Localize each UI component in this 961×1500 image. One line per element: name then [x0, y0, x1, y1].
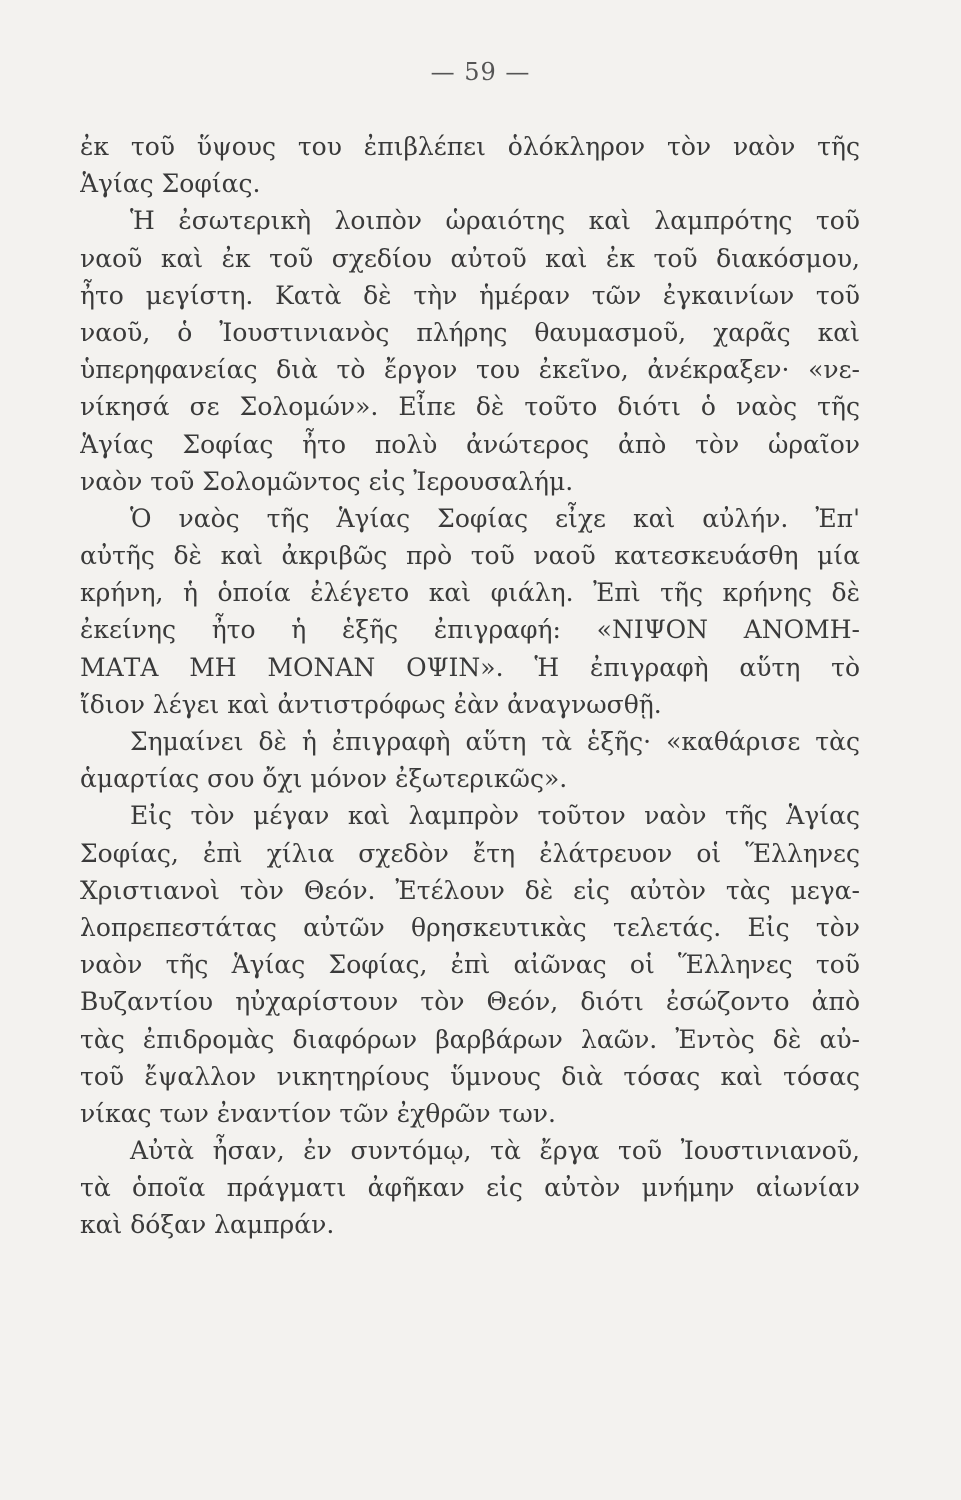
text-line: ἴδιον λέγει καὶ ἀντιστρόφως ἐὰν ἀναγνωσθῇ. [80, 689, 662, 719]
text-line: αὐτῆς δὲ καὶ ἀκριβῶς πρὸ τοῦ ναοῦ κατεσκευάσθη μία [80, 541, 860, 571]
text-line: Εἰς τὸν μέγαν καὶ λαμπρὸν τοῦτον ναὸν τῆς Ἁγίας [130, 801, 860, 831]
text-line: κρήνη, ἡ ὁποία ἐλέγετο καὶ φιάλη. Ἐπὶ τῆς κρήνης δὲ [80, 578, 860, 608]
text-line: ἐκείνης ἦτο ἡ ἑξῆς ἐπιγραφή: «ΝΙΨΟΝ ΑΝΟΜΗ- [80, 615, 860, 645]
text-line: ναοῦ καὶ ἐκ τοῦ σχεδίου αὐτοῦ καὶ ἐκ τοῦ διακόσμου, [80, 243, 860, 273]
text-line: νίκησά σε Σολομών». Εἶπε δὲ τοῦτο διότι ὁ ναὸς τῆς [80, 392, 860, 422]
text-line: ἁμαρτίας σου ὄχι μόνον ἐξωτερικῶς». [80, 764, 568, 794]
text-line: ναοῦ, ὁ Ἰουστινιανὸς πλήρης θαυμασμοῦ, χαρᾶς καὶ [80, 317, 860, 347]
text-line: τοῦ ἔψαλλον νικητηρίους ὕμνους διὰ τόσας καὶ τόσας [80, 1061, 860, 1091]
text-line: καὶ δόξαν λαμπράν. [80, 1210, 335, 1240]
text-line: ναὸν τοῦ Σολομῶντος εἰς Ἰερουσαλήμ. [80, 466, 574, 496]
text-line: Βυζαντίου ηὐχαρίστουν τὸν Θεόν, διότι ἐσώζοντο ἀπὸ [80, 987, 860, 1017]
page-number: — 59 — [430, 58, 531, 86]
text-line: Χριστιανοὶ τὸν Θεόν. Ἐτέλουν δὲ εἰς αὐτὸν τὰς μεγα- [80, 875, 860, 905]
text-line: λοπρεπεστάτας αὐτῶν θρησκευτικὰς τελετάς. Εἰς τὸν [80, 912, 860, 942]
text-line: Αὐτὰ ἦσαν, ἐν συντόμῳ, τὰ ἔργα τοῦ Ἰουστινιανοῦ, [130, 1136, 860, 1166]
text-line: ἦτο μεγίστη. Κατὰ δὲ τὴν ἡμέραν τῶν ἐγκαινίων τοῦ [80, 280, 860, 310]
text-line: τὰ ὁποῖα πράγματι ἀφῆκαν εἰς αὐτὸν μνήμην αἰωνίαν [80, 1173, 860, 1203]
text-line: Ὁ ναὸς τῆς Ἁγίας Σοφίας εἶχε καὶ αὐλήν. Ἐπ' [130, 503, 860, 533]
text-line: τὰς ἐπιδρομὰς διαφόρων βαρβάρων λαῶν. Ἐντὸς δὲ αὐ- [80, 1024, 860, 1054]
body-text [80, 128, 860, 1244]
text-line: Ἡ ἐσωτερικὴ λοιπὸν ὡραιότης καὶ λαμπρότης τοῦ [130, 206, 860, 236]
text-line: Ἁγίας Σοφίας ἦτο πολὺ ἀνώτερος ἀπὸ τὸν ὡραῖον [80, 429, 860, 459]
text-line: Σοφίας, ἐπὶ χίλια σχεδὸν ἔτη ἐλάτρευον οἱ Ἕλληνες [80, 838, 860, 868]
text-line: ΜΑΤΑ ΜΗ ΜΟΝΑΝ ΟΨΙΝ». Ἡ ἐπιγραφὴ αὕτη τὸ [80, 652, 860, 682]
text-line: νίκας των ἐναντίον τῶν ἐχθρῶν των. [80, 1098, 556, 1128]
text-line: ὑπερηφανείας διὰ τὸ ἔργον του ἐκεῖνο, ἀνέκραξεν· «νε- [80, 355, 860, 385]
text-line: Σημαίνει δὲ ἡ ἐπιγραφὴ αὕτη τὰ ἑξῆς· «καθάρισε τὰς [130, 727, 860, 756]
text-line: Ἁγίας Σοφίας. [80, 169, 261, 199]
text-line: ναὸν τῆς Ἁγίας Σοφίας, ἐπὶ αἰῶνας οἱ Ἕλληνες τοῦ [80, 950, 860, 980]
text-line: ἐκ τοῦ ὕψους του ἐπιβλέπει ὁλόκληρον τὸν ναὸν τῆς [80, 132, 860, 161]
